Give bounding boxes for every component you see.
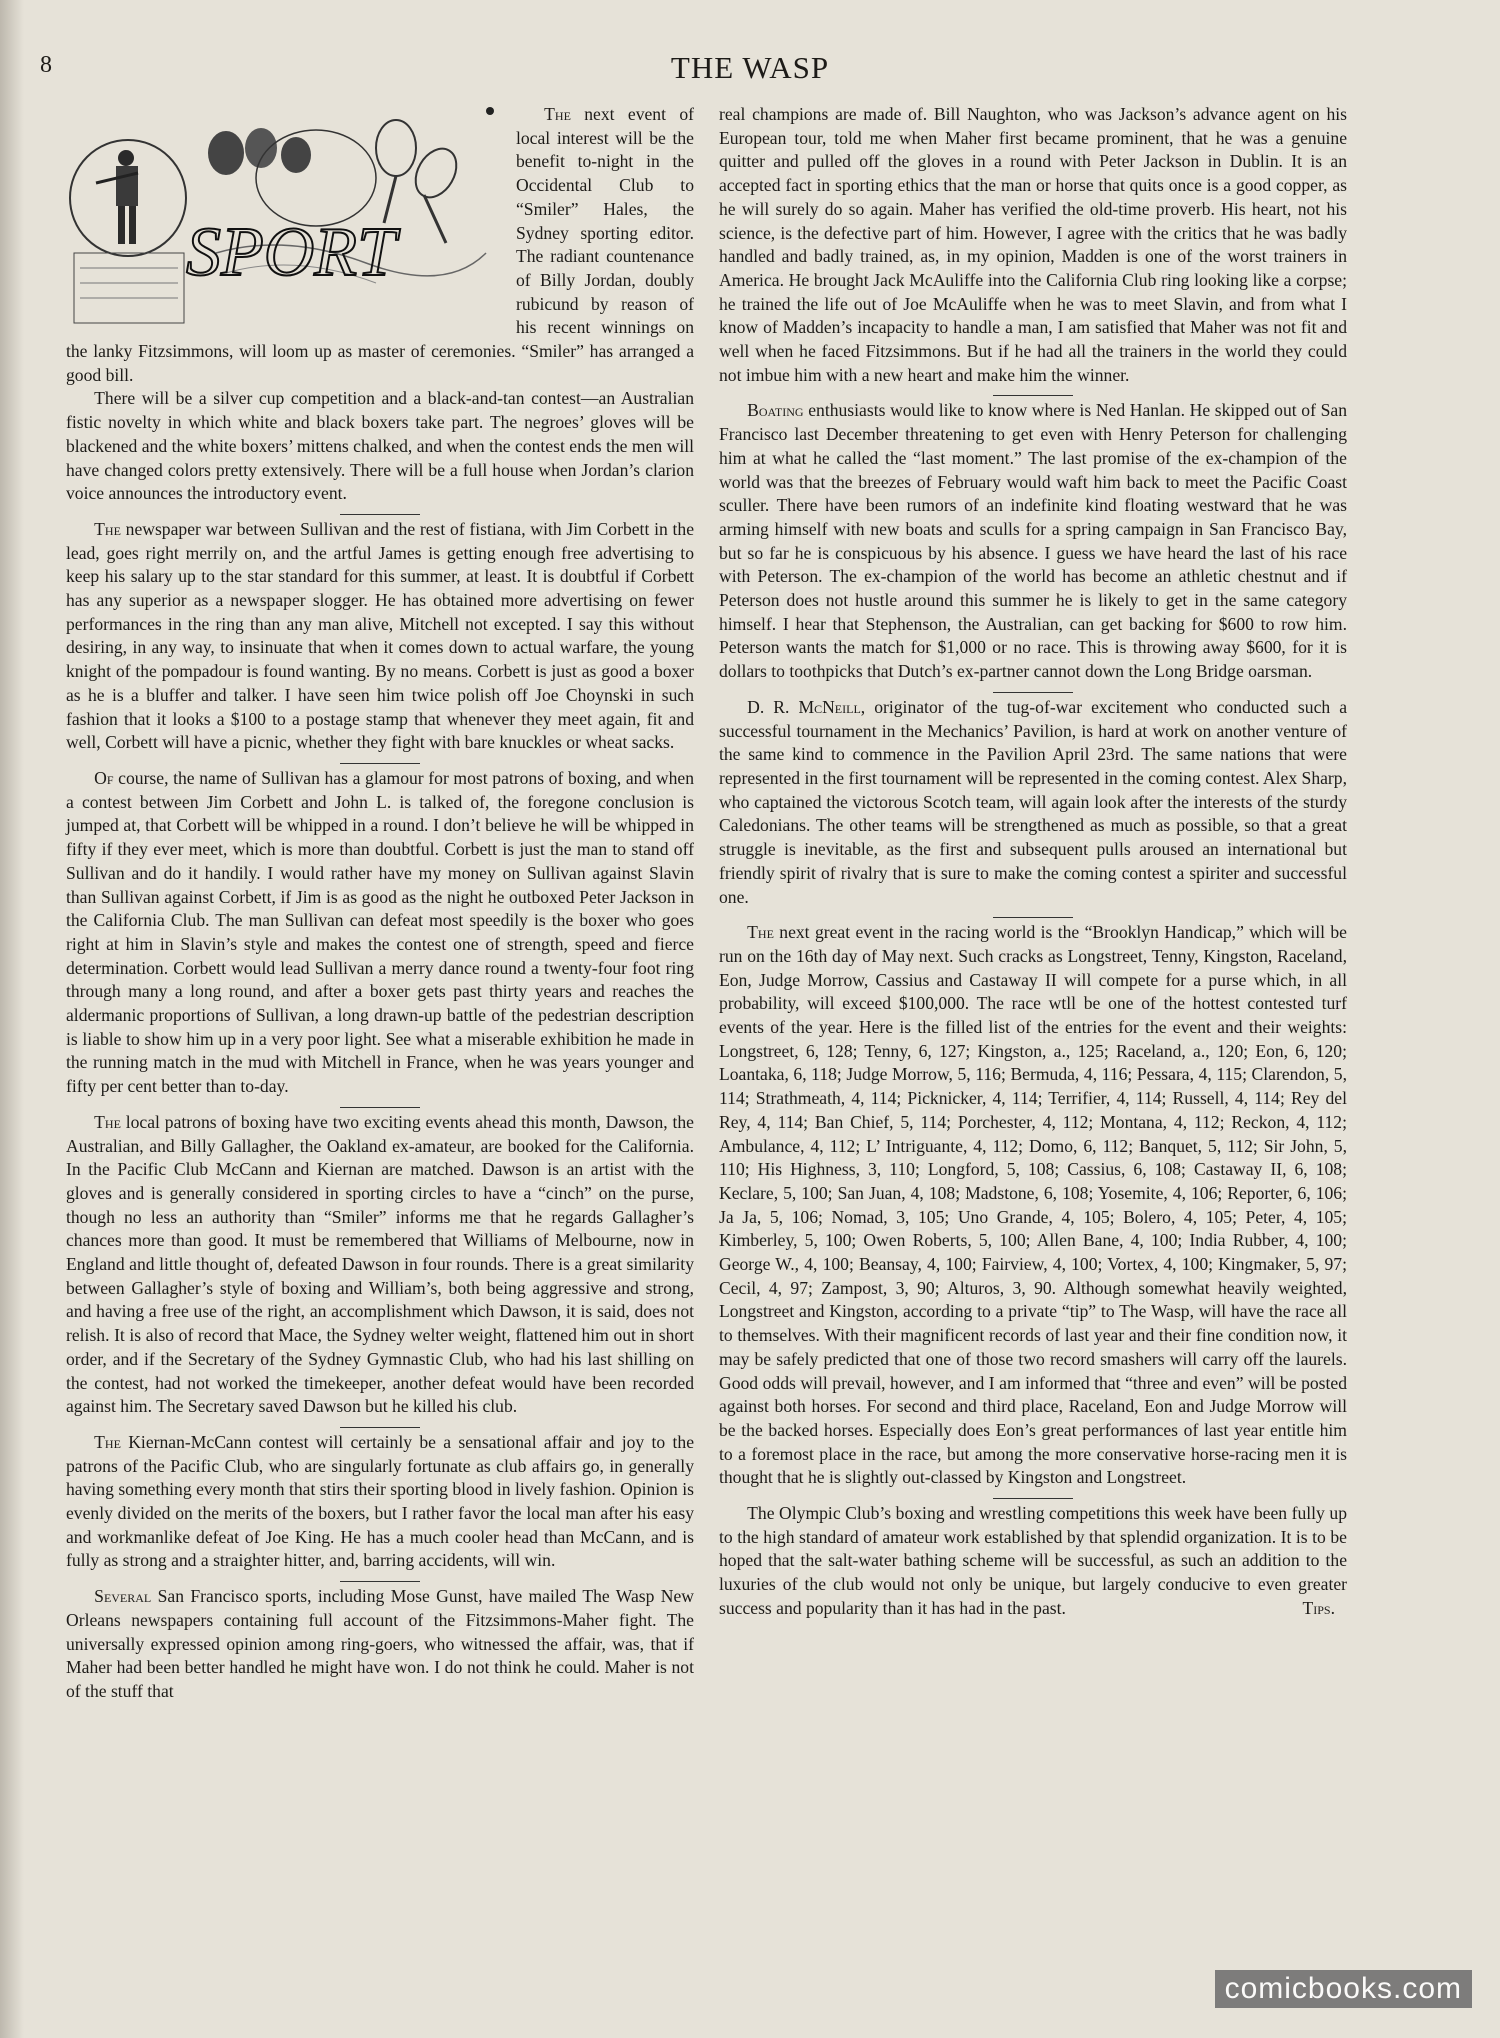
section-divider xyxy=(993,1498,1073,1499)
sport-illustration-svg xyxy=(66,103,506,333)
section-divider xyxy=(340,1581,420,1582)
paragraph-maher-continued: real champions are made of. Bill Naughton, who was Jackson’s advance agent on his European tour, told me when Maher first became prominent, that he was a genuine quitter and pulled off the gloves in a round with Peter Jackson in Dublin. It is an accepted fact in sporting ethics that the man or horse that quits once is a good copper, as he will surely do so again. Maher has verified the old-time proverb. His heart, not his science, is the defective part of him. However, I agree with the critics that he was badly handled and badly trained, as, in my opinion, Madden is one of the worst trainers in America. He brought Jack McAuliffe into the California Club ring looking like a corpse; he trained the life out of Joe McAuliffe when he was to meet Slavin, and from what I know of Madden’s incapacity to handle a man, I am satisfied that Maher was not fit and well when he faced Fitzsimmons. But if he had all the trainers in the world they could not imbue him with a new heart and make him the winner. xyxy=(719,104,1347,385)
paragraph-sullivan-corbett: Of course, the name of Sullivan has a glamour for most patrons of boxing, and when a contest between Jim Corbett and John L. is talked of, the foregone conclusion is jumped at, that Corbett will be whipped in a round. I don’t believe he will be whipped in fifty if they ever meet, which is more than doubtful. Corbett is just the man to stand off Sullivan and do it handily. I would rather have my money on Sullivan against Slavin than Sullivan against Corbett, if Jim is as good as the night he outboxed Peter Jackson in the California Club. The man Sullivan can defeat most speedily is the boxer who goes right at him in Slavin’s style and makes the contest one of strength, speed and fierce determination. Corbett would lead Sullivan a merry dance round a twenty-four foot ring through many a long round, and after a boxer gets past thirty years and reaches the aldermanic proportions of Sullivan, a long drawn-up battle of the pedestrian description is liable to show him up in a very poor light. See what a miserable exhibition he made in the running match in the mud with Mitchell in France, when he was years younger and fifty per cent better than to-day. xyxy=(66,767,694,1097)
paragraph-smiler-benefit: The next event of local interest will be the benefit to-night in the Occidental Club to “Smiler” Hales, the Sydney sporting editor. The radiant countenance of Billy Jordan, doubly rubicund by reason of his recent winnings on the lanky Fitzsimmons, will loom up as master of ceremonies. “Smiler” has arranged a good bill. xyxy=(66,104,694,385)
paragraph-fitzsimmons-maher: Several San Francisco sports, including Mose Gunst, have mailed The Wasp New Orleans newspapers containing full account of the Fitzsimmons-Maher fight. The universally expressed opinion among ring-goers, who witnessed the affair, was, that if Maher had been better handled he might have won. I do not think he could. Maher is not of the stuff that xyxy=(66,1586,694,1701)
section-divider xyxy=(340,514,420,515)
sport-heading-lettering: SPORT xyxy=(186,214,396,291)
paragraph-newspaper-war: The newspaper war between Sullivan and the rest of fistiana, with Jim Corbett in the lead, goes right merrily on, and the artful James is getting enough free advertising to keep his salary up to the star standard for this summer, at least. It is doubtful if Corbett has any superior as a newspaper slogger. He has obtained more advertising on fewer performances in the ring than any man alive, Mitchell not excepted. I say this without desiring, in any way, to insinuate that when it comes down to actual warfare, the young knight of the pompadour is found wanting. By no means. Corbett is just as good a boxer as he is a bluffer and talker. I have seen him twice polish off Joe Choynski in such fashion that it looks a $100 to a postage stamp that whenever they meet again, fit and well, Corbett will have a picnic, whether they fight with bare knuckles or wheat sacks. xyxy=(66,518,694,753)
boxing-gloves-emblem xyxy=(208,128,311,175)
hunter-figure xyxy=(96,150,138,244)
paragraph-black-and-tan: There will be a silver cup competition and a black-and-tan contest—an Australian fistic novelty in which white and black boxers take part. The negroes’ gloves will be blackened and the white boxers’ mittens chalked, and when the contest ends the men will have changed colors pretty extensively. There will be a full house when Jordan’s clarion voice announces the introductory event. xyxy=(66,388,694,504)
author-signature: Tips. xyxy=(1302,1597,1335,1618)
paragraph-tug-of-war: D. R. McNeill, originator of the tug-of-war excitement who conducted such a successful tournament in the Mechanics’ Pavilion, is hard at work on another venture of the same kind to commence in the Pavilion April 23rd. The same nations that were represented in the first tournament will be represented in the coming contest. Alex Sharp, who captained the victorous Scotch team, will again look after the interests of the sturdy Caledonians. The other teams will be strengthened as much as possible, so that a great struggle is inevitable, as the first and subsequent pulls aroused an international but friendly spirit of rivalry that is sure to make the coming contest a spiriter and successful one. xyxy=(719,696,1348,907)
right-column xyxy=(719,103,1347,1621)
section-divider xyxy=(340,763,420,764)
section-divider xyxy=(993,395,1073,396)
section-divider xyxy=(340,1107,420,1108)
paragraph-kiernan-mccann: The Kiernan-McCann contest will certainly be a sensational affair and joy to the patrons of the Pacific Club, who are singularly fortunate as club affairs go, in generally having something every month that stirs their sporting blood in lively fashion. Opinion is evenly divided on the merits of the boxers, but I rather favor the local man after his easy and workmanlike defeat of Joe King. He has a much cooler head than McCann, and is fully as strong and a straighter hitter, and, barring accidents, will win. xyxy=(66,1431,694,1571)
page-title: THE WASP xyxy=(670,50,830,85)
sport-heading-illustration xyxy=(66,103,506,333)
left-column xyxy=(66,103,694,1704)
section-divider xyxy=(340,1427,420,1428)
section-divider xyxy=(993,692,1073,693)
page-number: 8 xyxy=(40,52,52,78)
section-divider xyxy=(993,917,1073,918)
paragraph-brooklyn-handicap: The next great event in the racing world is the “Brooklyn Handicap,” which will be run on the 16th day of May next. Such cracks as Longstreet, Tenny, Kingston, Raceland, Eon, Judge Morrow, Cassius and Castaway II will compete for a purse which, in all probability, will exceed $100,000. The race wtll be one of the hottest contested turf events of the year. Here is the filled list of the entries for the event and their weights: Longstreet, 6, 128; Tenny, 6, 127; Kingston, a., 125; Raceland, a., 120; Eon, 6, 120; Loantaka, 6, 118; Judge Morrow, 5, 116; Bermuda, 4, 116; Pessara, 4, 115; Clarendon, 5, 114; Strathmeath, 4, 114; Picknicker, 4, 114; Terrifier, 4, 114; Russell, 4, 114; Rey del Rey, 4, 114; Ban Chief, 5, 114; Porchester, 4, 112; Montana, 4, 112; Reckon, 4, 112; Ambulance, 4, 112; L’ Intriguante, 4, 112; Domo, 6, 112; Banquet, 5, 112; Sir John, 5, 110; His Highness, 3, 110; Longford, 5, 108; Cassius, 6, 108; Castaway II, 6, 108; Keclare, 5, 100; San Juan, 4, 108; Madstone, 6, 108; Yosemite, 4, 106; Reporter, 6, 106; Ja Ja, 5, 106; Nomad, 3, 105; Uno Grande, 4, 105; Bolero, 4, 105; Peter, 4, 105; Kimberley, 5, 100; Owen Roberts, 5, 100; Allen Bane, 4, 100; India Rubber, 4, 100; George W., 4, 100; Beansay, 4, 100; Fairview, 4, 100; Vortex, 4, 100; Kingmaker, 5, 97; Cecil, 4, 97; Zampost, 3, 90; Alturos, 3, 90. Although somewhat heavily weighted, Longstreet and Kingston, according to a private “tip” to The Wasp, will have the race all to themselves. With their magnificent records of last year and their fine condition now, it may be safely predicted that one of those two record smashers will carry off the laurels. Good odds will prevail, however, and I am informed that “three and even” will be posted against both horses. For second and third place, Raceland, Eon and Judge Morrow will be the backed horses. Especially does Eon’s great performances of last year entitle him to a foremost place in the race, but among the more conservative horse-racing men it is thought that he is slightly out-classed by Kingston and Longstreet. xyxy=(719,922,1347,1488)
paragraph-olympic-club: The Olympic Club’s boxing and wrestling competitions this week have been fully up to the high standard of amateur work established by that splendid organization. It is to be hoped that the salt-water bathing scheme will be successful, as such an addition to the luxuries of the club would not only be unique, but largely conducive to even greater success and popularity than it has had in the past. Tips. xyxy=(719,1502,1347,1621)
paragraph-dawson-gallagher: The local patrons of boxing have two exciting events ahead this month, Dawson, the Australian, and Billy Gallagher, the Oakland ex-amateur, are booked for the California. In the Pacific Club McCann and Kiernan are matched. Dawson is an artist with the gloves and is generally considered in sporting circles to have a “cinch” on the purse, though no less an authority than “Smiler” informs me that he regards Gallagher’s chances more than good. It must be remembered that Williams of Melbourne, now in England and little thought of, defeated Dawson in four rounds. There is a great similarity between Gallagher’s style of boxing and William’s, both being aggressive and strong, and having a free use of the right, an accomplishment which Dawson, it is said, does not relish. It is also of record that Mace, the Sydney welter weight, flattened him out in short order, and if the Secretary of the Sydney Gymnastic Club, who had his last shilling on the contest, had not worked the timekeeper, another defeat would have been recorded against him. The Secretary saved Dawson but he killed his club. xyxy=(66,1111,694,1417)
paragraph-ned-hanlan: Boating enthusiasts would like to know where is Ned Hanlan. He skipped out of San Francisco last December threatening to get even with Henry Peterson for challenging him at what he called the “last moment.” The last promise of the ex-champion of the world was that the breezes of February would waft him back to meet the Pacific Coast sculler. There have been rumors of an indefinite kind floating westward that he was arming himself with new boats and sculls for a spring campaign in San Francisco Bay, but so far he is conspicuous by his absence. I guess we have heard the last of his race with Peterson. The ex-champion of the world has become an athletic chestnut and if Peterson does not hustle around this summer he is likely to get in the same category himself. I hear that Stephenson, the Australian, can get backing for $600 to row him. Peterson wants the match for $1,000 or no race. This is throwing away $600, for it is dollars to toothpicks that Dutch’s ex-partner cannot down the Long Bridge oarsman. xyxy=(719,400,1347,682)
page-edge-shadow xyxy=(0,0,24,2038)
watermark: comicbooks.com xyxy=(1215,1970,1472,2008)
